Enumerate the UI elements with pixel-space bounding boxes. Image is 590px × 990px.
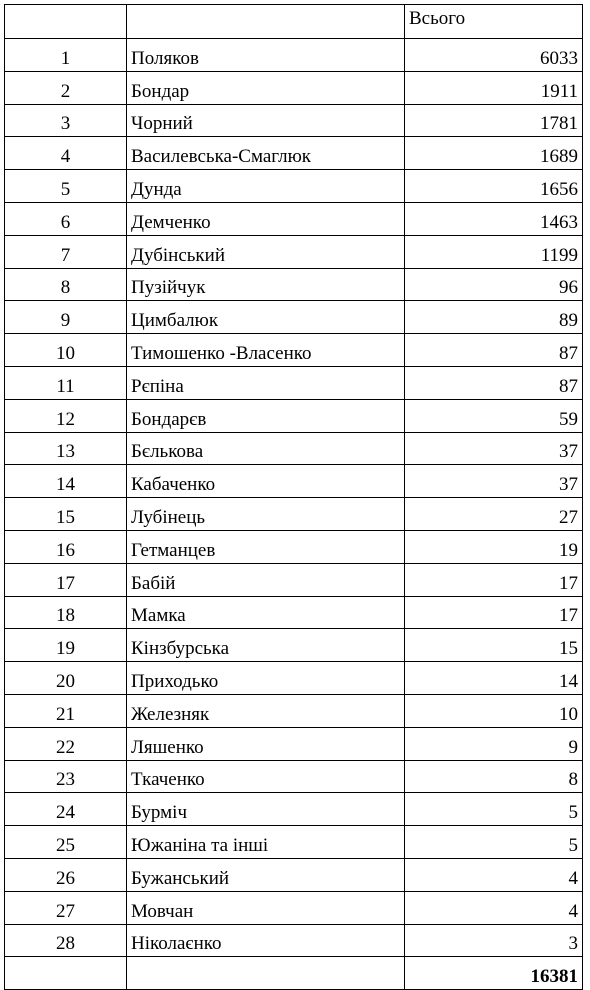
row-number-cell[interactable]: 24: [5, 793, 127, 826]
row-number-cell[interactable]: 15: [5, 498, 127, 531]
votes-total-cell[interactable]: 1689: [405, 137, 583, 170]
results-sheet: [4, 4, 582, 990]
row-number-cell[interactable]: 26: [5, 858, 127, 891]
candidate-name-cell[interactable]: Кінзбурська: [127, 629, 405, 662]
row-number-cell[interactable]: 7: [5, 235, 127, 268]
row-number-cell[interactable]: 20: [5, 662, 127, 695]
row-number-cell[interactable]: 17: [5, 563, 127, 596]
row-number-cell[interactable]: 11: [5, 366, 127, 399]
table-row: [5, 760, 583, 793]
table-row: [5, 268, 583, 301]
header-total-cell[interactable]: Всього: [405, 5, 583, 39]
row-number-cell[interactable]: 8: [5, 268, 127, 301]
row-number-cell[interactable]: 2: [5, 71, 127, 104]
votes-total-cell[interactable]: 1463: [405, 202, 583, 235]
votes-total-cell[interactable]: 5: [405, 826, 583, 859]
candidate-name-cell[interactable]: Кабаченко: [127, 465, 405, 498]
candidate-name-cell[interactable]: Тимошенко -Власенко: [127, 334, 405, 367]
row-number-cell[interactable]: 13: [5, 432, 127, 465]
table-row: [5, 235, 583, 268]
candidate-name-cell[interactable]: Железняк: [127, 694, 405, 727]
candidate-name-cell[interactable]: Дубінський: [127, 235, 405, 268]
votes-total-cell[interactable]: 37: [405, 465, 583, 498]
candidate-name-cell[interactable]: Ляшенко: [127, 727, 405, 760]
votes-total-cell[interactable]: 17: [405, 563, 583, 596]
table-row: [5, 301, 583, 334]
candidate-name-cell[interactable]: Мамка: [127, 596, 405, 629]
table-row: [5, 530, 583, 563]
row-number-cell[interactable]: 18: [5, 596, 127, 629]
votes-total-cell[interactable]: 1781: [405, 104, 583, 137]
votes-total-cell[interactable]: 87: [405, 366, 583, 399]
header-num-cell[interactable]: [5, 5, 127, 39]
candidate-name-cell[interactable]: Пузійчук: [127, 268, 405, 301]
table-row: [5, 366, 583, 399]
votes-total-cell[interactable]: 87: [405, 334, 583, 367]
row-number-cell[interactable]: 21: [5, 694, 127, 727]
row-number-cell[interactable]: 4: [5, 137, 127, 170]
results-table: [4, 4, 583, 990]
votes-total-cell[interactable]: 5: [405, 793, 583, 826]
votes-total-cell[interactable]: 27: [405, 498, 583, 531]
table-row: [5, 793, 583, 826]
table-row: [5, 694, 583, 727]
table-row: [5, 596, 583, 629]
candidate-name-cell[interactable]: Ніколаєнко: [127, 924, 405, 957]
votes-total-cell[interactable]: 1911: [405, 71, 583, 104]
candidate-name-cell[interactable]: Чорний: [127, 104, 405, 137]
votes-total-cell[interactable]: 4: [405, 858, 583, 891]
header-name-cell[interactable]: [127, 5, 405, 39]
votes-total-cell[interactable]: 1656: [405, 170, 583, 203]
footer-num-cell[interactable]: [5, 957, 127, 990]
table-row: [5, 71, 583, 104]
votes-total-cell[interactable]: 8: [405, 760, 583, 793]
table-row: [5, 465, 583, 498]
table-row: [5, 727, 583, 760]
candidate-name-cell[interactable]: Дунда: [127, 170, 405, 203]
table-row: [5, 170, 583, 203]
row-number-cell[interactable]: 25: [5, 826, 127, 859]
votes-total-cell[interactable]: 1199: [405, 235, 583, 268]
votes-total-cell[interactable]: 89: [405, 301, 583, 334]
table-row: [5, 202, 583, 235]
row-number-cell[interactable]: 22: [5, 727, 127, 760]
votes-total-cell[interactable]: 19: [405, 530, 583, 563]
candidate-name-cell[interactable]: Василевська-Смаглюк: [127, 137, 405, 170]
candidate-name-cell[interactable]: Лубінець: [127, 498, 405, 531]
row-number-cell[interactable]: 19: [5, 629, 127, 662]
row-number-cell[interactable]: 3: [5, 104, 127, 137]
candidate-name-cell[interactable]: Бондарєв: [127, 399, 405, 432]
footer-row: [5, 957, 583, 990]
votes-total-cell[interactable]: 37: [405, 432, 583, 465]
table-row: [5, 104, 583, 137]
table-row: [5, 563, 583, 596]
candidate-name-cell[interactable]: Мовчан: [127, 891, 405, 924]
candidate-name-cell[interactable]: Гетманцев: [127, 530, 405, 563]
row-number-cell[interactable]: 1: [5, 39, 127, 72]
votes-total-cell[interactable]: 17: [405, 596, 583, 629]
table-row: [5, 858, 583, 891]
table-row: [5, 334, 583, 367]
candidate-name-cell[interactable]: Цимбалюк: [127, 301, 405, 334]
table-row: [5, 39, 583, 72]
votes-total-cell[interactable]: 59: [405, 399, 583, 432]
candidate-name-cell[interactable]: Бєлькова: [127, 432, 405, 465]
votes-total-cell[interactable]: 9: [405, 727, 583, 760]
row-number-cell[interactable]: 6: [5, 202, 127, 235]
grand-total-cell[interactable]: 16381: [405, 957, 583, 990]
candidate-name-cell[interactable]: Ткаченко: [127, 760, 405, 793]
table-row: [5, 891, 583, 924]
header-row: [5, 5, 583, 39]
row-number-cell[interactable]: 28: [5, 924, 127, 957]
row-number-cell[interactable]: 5: [5, 170, 127, 203]
votes-total-cell[interactable]: 15: [405, 629, 583, 662]
candidate-name-cell[interactable]: Бурміч: [127, 793, 405, 826]
table-row: [5, 629, 583, 662]
table-row: [5, 924, 583, 957]
votes-total-cell[interactable]: 3: [405, 924, 583, 957]
table-row: [5, 498, 583, 531]
candidate-name-cell[interactable]: Южаніна та інші: [127, 826, 405, 859]
candidate-name-cell[interactable]: Приходько: [127, 662, 405, 695]
row-number-cell[interactable]: 9: [5, 301, 127, 334]
row-number-cell[interactable]: 14: [5, 465, 127, 498]
candidate-name-cell[interactable]: Поляков: [127, 39, 405, 72]
votes-total-cell[interactable]: 14: [405, 662, 583, 695]
votes-total-cell[interactable]: 4: [405, 891, 583, 924]
table-row: [5, 432, 583, 465]
row-number-cell[interactable]: 10: [5, 334, 127, 367]
table-row: [5, 399, 583, 432]
table-row: [5, 826, 583, 859]
footer-name-cell[interactable]: [127, 957, 405, 990]
candidate-name-cell[interactable]: Бужанський: [127, 858, 405, 891]
table-row: [5, 662, 583, 695]
row-number-cell[interactable]: 23: [5, 760, 127, 793]
candidate-name-cell[interactable]: Демченко: [127, 202, 405, 235]
row-number-cell[interactable]: 16: [5, 530, 127, 563]
candidate-name-cell[interactable]: Рєпіна: [127, 366, 405, 399]
candidate-name-cell[interactable]: Бондар: [127, 71, 405, 104]
votes-total-cell[interactable]: 6033: [405, 39, 583, 72]
row-number-cell[interactable]: 27: [5, 891, 127, 924]
table-row: [5, 137, 583, 170]
candidate-name-cell[interactable]: Бабій: [127, 563, 405, 596]
row-number-cell[interactable]: 12: [5, 399, 127, 432]
votes-total-cell[interactable]: 10: [405, 694, 583, 727]
votes-total-cell[interactable]: 96: [405, 268, 583, 301]
